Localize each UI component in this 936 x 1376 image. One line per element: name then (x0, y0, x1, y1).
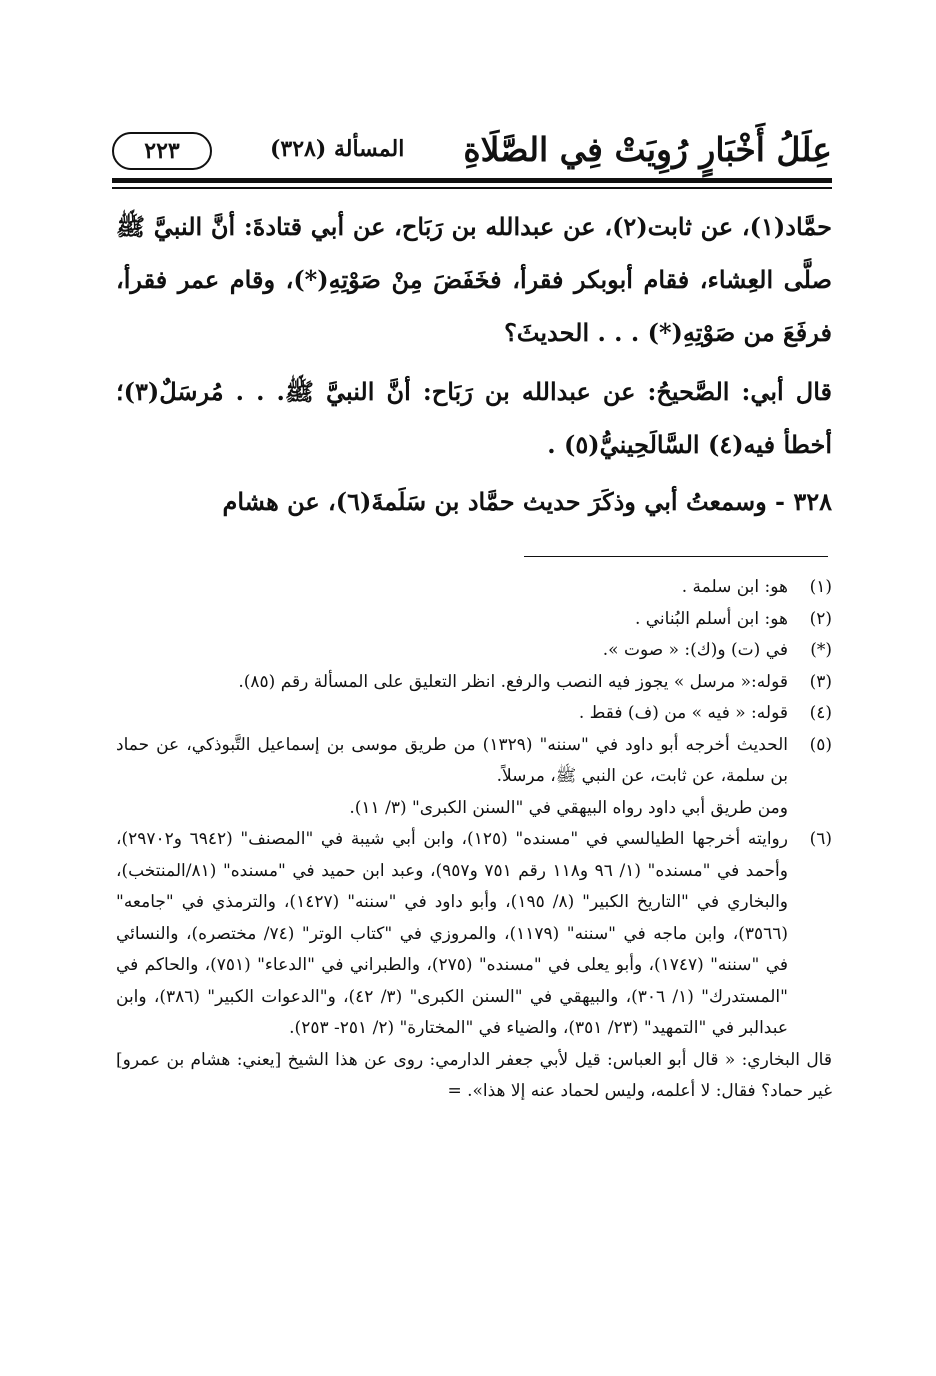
main-paragraph: حمَّاد(١)، عن ثابت(٢)، عن عبدالله بن رَبَاح، عن أبي قتادةَ: أنَّ النبيَّ ﷺ صلَّى العِشاء، فقام أبوبكر فقرأ، فخَفَضَ مِنْ صَوْتِهِ(*)، وقام عمر فقرأ، فرفَعَ من صَوْتِهِ(*) . . . الحديثَ؟ (116, 212, 833, 347)
footnote (116, 730, 832, 825)
footnote-text: روايته أخرجها الطيالسي في "مسنده" (١٢٥)، وابن أبي شيبة في "المصنف" (٦٩٤٢ و٢٩٧٠٢)، وأحمد في "مسنده" (١/ ٩٦ و١١٨ رقم ٧٥١ و٩٥٧)، وعبد ابن حميد في "مسنده" (٨١/المنتخب)، والبخاري في "التاريخ الكبير" (٨/ ١٩٥)، وأبو داود في "سننه" (١٤٢٧)، والترمذي في "جامعه" (٣٥٦٦)، وابن ماجه في "سننه" (١١٧٩)، والمروزي في "كتاب الوتر" (٧٤/ مختصره)، والنسائي في "سننه" (١٧٤٧)، وأبو يعلى في "مسنده" (٢٧٥)، والطبراني في "الدعاء" (٧٥١)، والحاكم في "المستدرك" (١/ ٣٠٦)، والبيهقي في "السنن الكبرى" (٣/ ٤٢)، و"الدعوات الكبير" (٣٨٦)، وابن عبدالبر في "التمهيد" (٢٣/ ٣٥١)، والضياء في "المختارة" (٢/ ٢٥١- ٢٥٣). (116, 829, 789, 1038)
footnote-separator (524, 556, 828, 557)
footnote-mark: (*) (810, 640, 832, 660)
main-paragraph: ٣٢٨ - وسمعتُ أبي وذكَرَ حديث حمَّاد بن سَلَمةَ(٦)، عن هشام (222, 487, 832, 516)
main-text (116, 200, 832, 528)
footnote (116, 698, 832, 730)
footnote-mark: (١) (809, 577, 832, 597)
main-paragraph: قال أبي: الصَّحيحُ: عن عبدالله بن رَبَاح: أنَّ النبيَّ ﷺ. . . مُرسَلٌ(٣)؛ أخطأ فيه(٤) السَّالَحِينيُّ(٥) . (116, 377, 832, 459)
page-number: ٢٢٣ (112, 132, 212, 170)
footnote-text: في (ت) و(ك): « صوت ». (602, 640, 788, 660)
footnote (116, 572, 832, 604)
header-rule-thin (112, 187, 832, 189)
footnote-continuation (116, 1045, 832, 1108)
footnote-text: قوله:« مرسل » يجوز فيه النصب والرفع. انظر التعليق على المسألة رقم (٨٥). (238, 671, 788, 692)
footnote (116, 604, 832, 636)
book-title: عِلَلُ أَخْبَارٍ رُوِيَتْ فِي الصَّلَاةِ (463, 130, 832, 169)
footnote-text: ومن طريق أبي داود رواه البيهقي في "السنن الكبرى" (٣/ ١١). (349, 797, 788, 818)
footnote-mark: (٤) (809, 703, 832, 723)
footnote-mark: (٥) (809, 734, 832, 755)
footnote-text: قوله: « فيه » من (ف) فقط . (578, 703, 788, 723)
footnote (116, 667, 832, 699)
footnote-text: هو: ابن أسلم البُناني . (634, 608, 788, 629)
footnote-mark: (٢) (809, 608, 832, 629)
footnotes (116, 572, 832, 1108)
issue-label: المسألة (٣٢٨) (270, 136, 405, 162)
footnote (116, 635, 832, 667)
header-rule-thick (112, 178, 832, 183)
running-header (112, 128, 832, 180)
footnote-mark: (٦) (809, 829, 832, 849)
footnote-text: هو: ابن سلمة . (681, 577, 788, 597)
footnote-mark: (٣) (809, 671, 832, 692)
footnote-text: قال البخاري: « قال أبو العباس: قيل لأبي جعفر الدارمي: روى عن هذا الشيخ [يعني: هشام بن عمرو] غير حماد؟ فقال: لا أعلمه، وليس لحماد عنه إلا هذا». = (116, 1049, 832, 1101)
footnote (116, 824, 832, 1045)
footnote-text: الحديث أخرجه أبو داود في "سننه" (١٣٢٩) من طريق موسى بن إسماعيل التَّبوذكي، عن حماد بن سلمة، عن ثابت، عن النبي ﷺ، مرسلاً. (116, 734, 788, 786)
